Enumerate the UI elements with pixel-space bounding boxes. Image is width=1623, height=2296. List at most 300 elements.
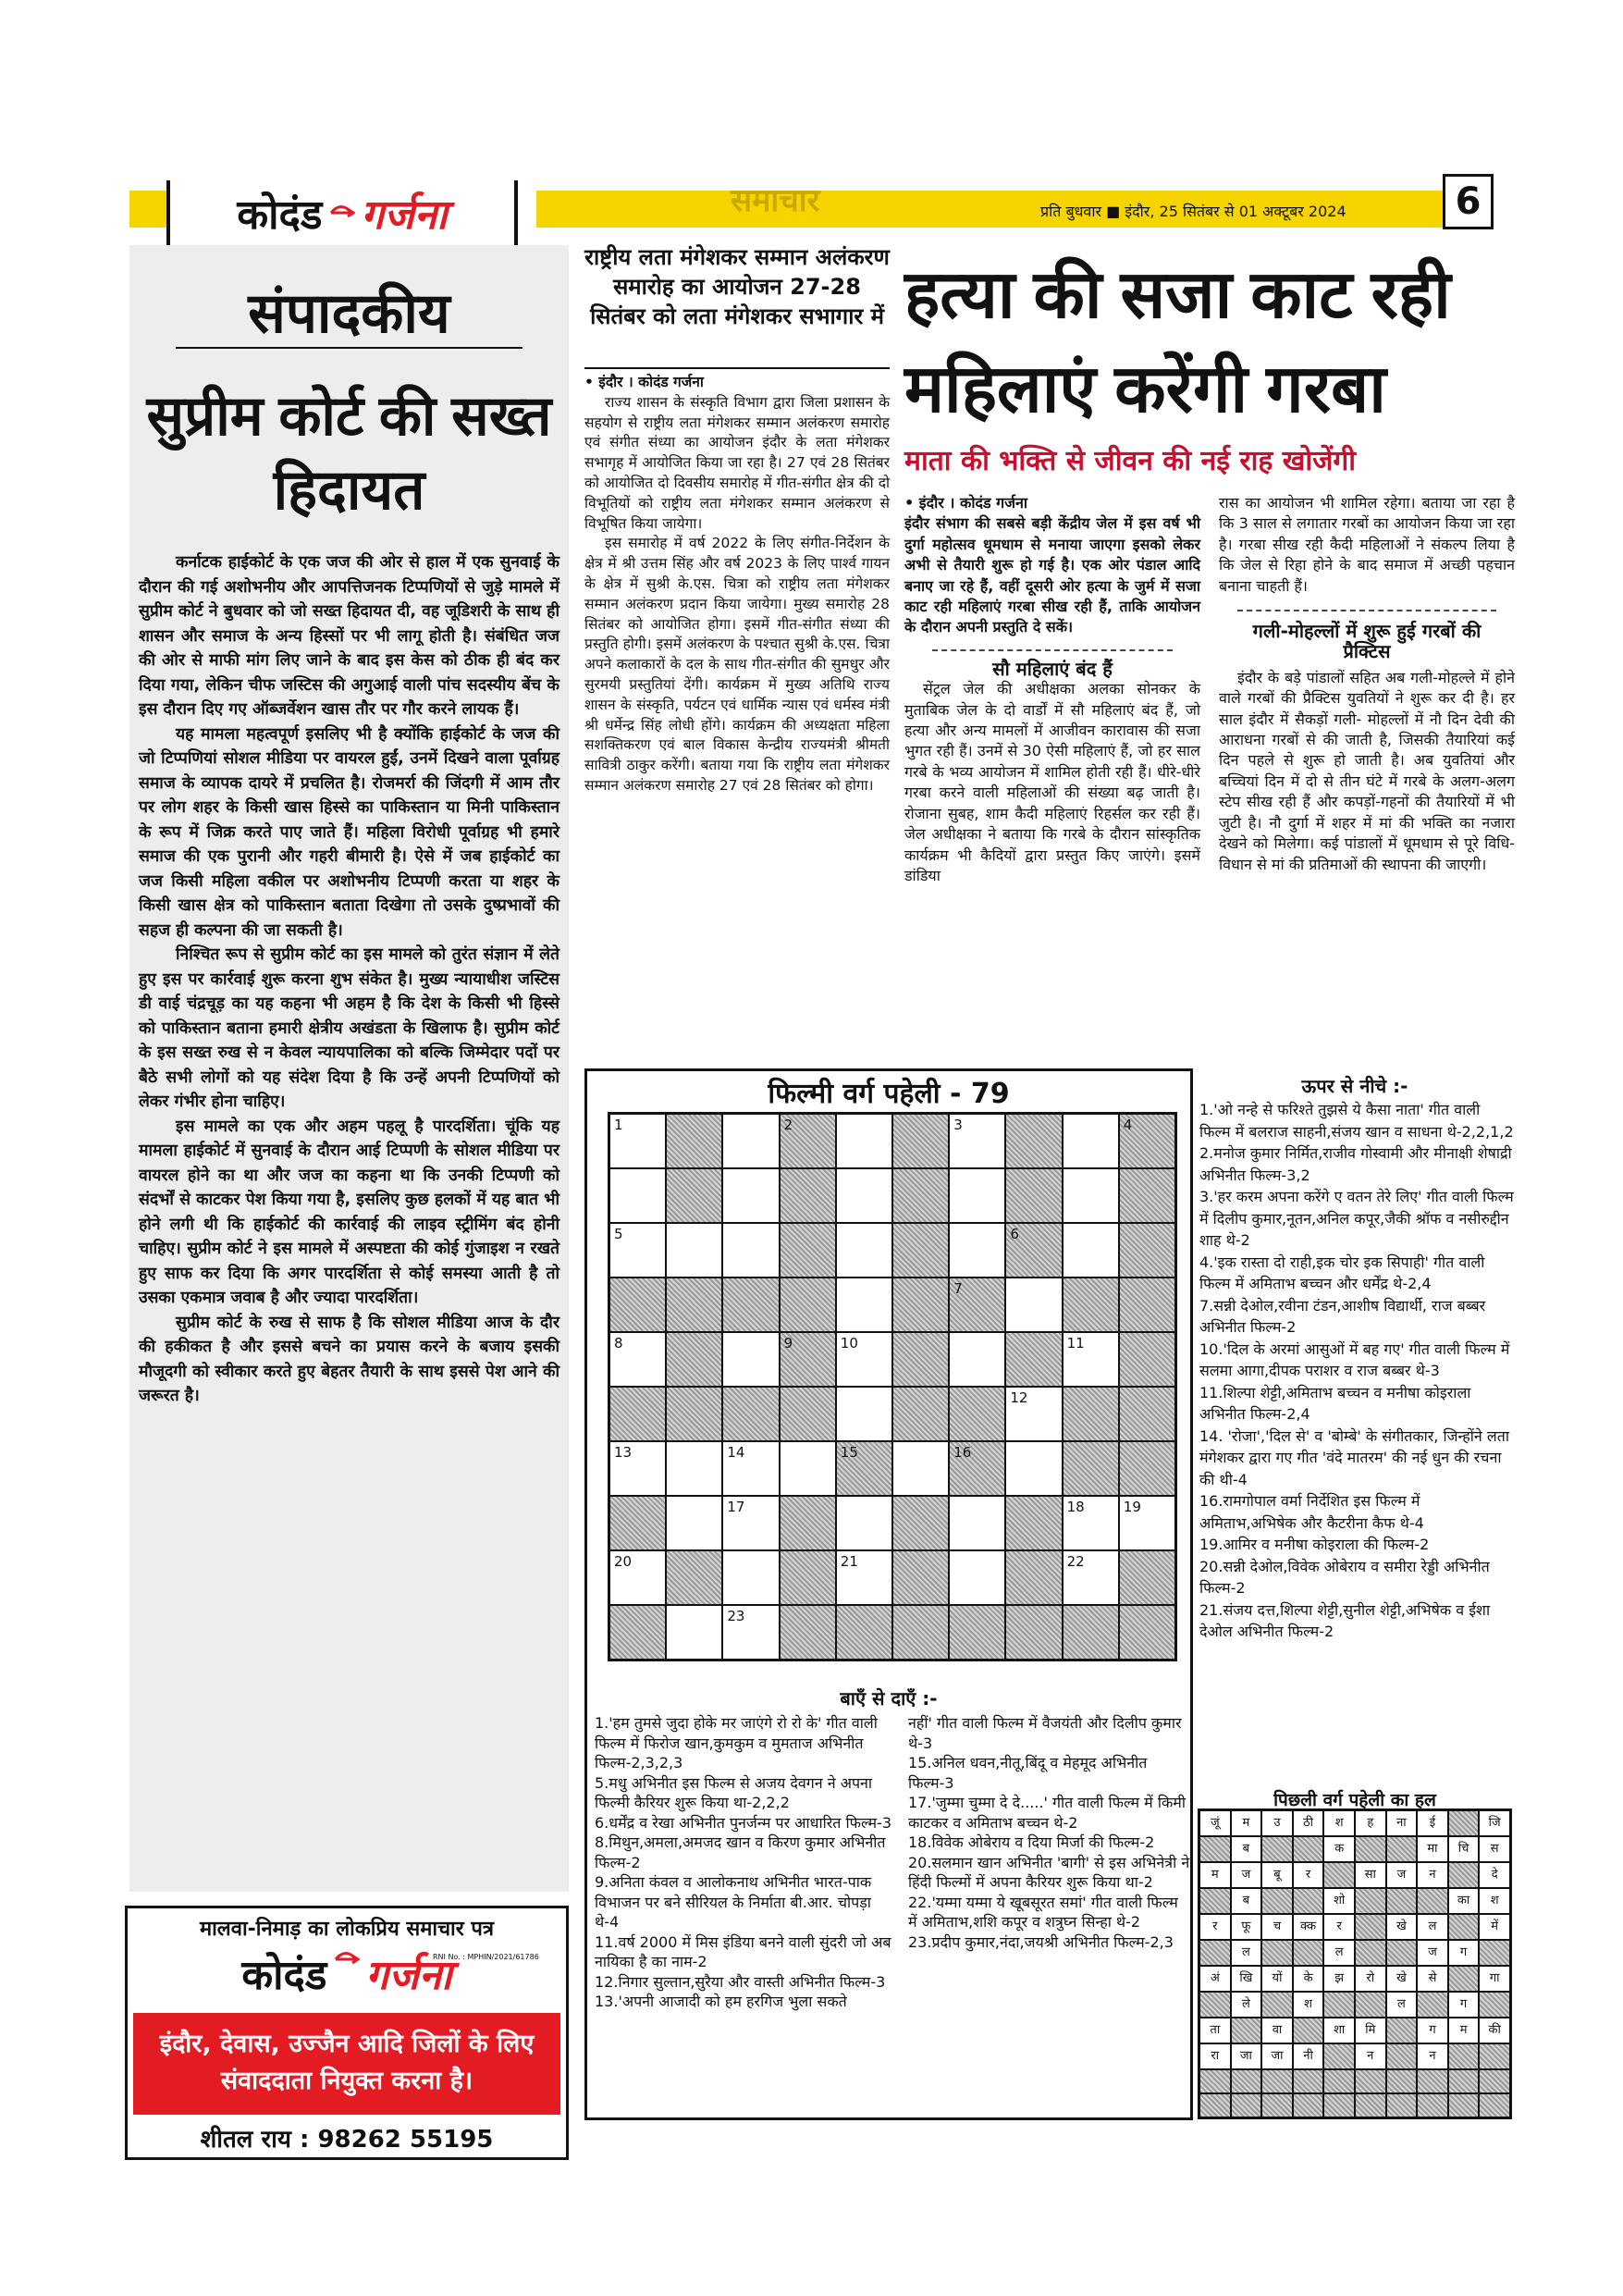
- crossword-block: [1119, 1387, 1175, 1441]
- clue-item: 13.'अपनी आजादी को हम हरगिज भुला सकते: [595, 1993, 847, 2010]
- crossword-cell: [1063, 1168, 1119, 1223]
- solution-cell: ज: [1386, 1862, 1418, 1888]
- solution-cell: न: [1417, 2043, 1448, 2069]
- solution-block: [1448, 1810, 1480, 1836]
- editorial-label: संपादकीय: [248, 281, 450, 346]
- solution-cell: चि: [1448, 1836, 1480, 1862]
- across-title: बाएँ से दाएँ :-: [840, 1687, 938, 1710]
- crossword-cell: 17: [722, 1496, 779, 1550]
- solution-cell: ग: [1448, 1992, 1480, 2018]
- crossword-cell: [1063, 1223, 1119, 1278]
- solution-block: [1231, 2018, 1262, 2043]
- crossword-cell: 12: [1005, 1387, 1062, 1441]
- clue-item: 3.'हर करम अपना करेंगे ए वतन तेरे लिए' गीत वाली फिल्म में दिलीप कुमार,नूतन,अनिल कपूर,जैकी श्रॉफ व नसीरुद्दीन शाह थे-2: [1199, 1188, 1514, 1249]
- ad-rni: RNI No. : MPHIN/2021/61786: [433, 1953, 539, 1961]
- clue-item: 17.'जुम्मा चुम्मा दे दे.....' गीत वाली फिल्म में किमी काटकर व अमिताभ बच्चन थे-2: [908, 1794, 1186, 1832]
- lata-story-body: [584, 373, 890, 796]
- editorial-paragraph: सुप्रीम कोर्ट के रुख से साफ है कि सोशल मीडिया आज के दौर की हकीकत है और इससे बचने का प्रयास करने के बजाय इसकी मौजूदगी को स्वीकार करते हुए बेहतर तैयारी के साथ इससे पेश आने की जरूरत है।: [139, 1313, 559, 1405]
- solution-block: [1293, 1940, 1324, 1966]
- solution-block: [1386, 2043, 1418, 2069]
- crossword-cell: 3: [949, 1114, 1005, 1168]
- crossword-block: [1005, 1332, 1062, 1387]
- solution-cell: शो: [1323, 1888, 1355, 1914]
- clue-item: 2.मनोज कुमार निर्मित,राजीव गोस्वामी और मीनाक्षी शेषाद्री अभिनीत फिल्म-3,2: [1199, 1144, 1512, 1184]
- crossword-block: [609, 1605, 666, 1660]
- crossword-number: - 79: [950, 1078, 1010, 1110]
- crossword-block: [1119, 1278, 1175, 1332]
- editorial-paragraph: कर्नाटक हाईकोर्ट के एक जज की ओर से हाल में एक सुनवाई के दौरान की गई अशोभनीय और आपत्तिजनक टिप्पणियों से जुड़े मामले में सुप्रीम कोर्ट ने बुधवार को जो सख्त हिदायत दी, वह जूडिशरी के साथ ही शासन और समाज के अन्य हिस्सों पर भी लागू होती है। संबंधित जज की ओर से माफी मांग लिए जाने के बाद इस केस को ठीक ही बंद कर दिया गया, लेकिन चीफ जस्टिस की अगुआई वाली पांच सदस्यीय बेंच के इस दौरान दिए गए ऑब्जर्वेशन खास तौर पर गौर करने लायक हैं।: [139, 553, 559, 719]
- crossword-cell: [1063, 1114, 1119, 1168]
- logo-text-part1: कोदंड: [237, 191, 323, 239]
- crossword-block: [666, 1550, 722, 1605]
- solution-block: [1417, 1992, 1448, 2018]
- solution-block: [1199, 1888, 1231, 1914]
- solution-block: [1479, 1940, 1510, 1966]
- solution-cell: च: [1261, 1914, 1293, 1940]
- crossword-block: [1005, 1114, 1062, 1168]
- editorial-paragraph: निश्चित रूप से सुप्रीम कोर्ट का इस मामले को तुरंत संज्ञान में लेते हुए इस पर कार्रवाई शुरू करना शुभ संकेत है। मुख्य न्यायाधीश जस्टिस डी वाई चंद्रचूड़ का यह कहना भी अहम है कि देश के किसी भी हिस्से को पाकिस्तान बताना हमारी क्षेत्रीय अखंडता के खिलाफ है। सुप्रीम कोर्ट के इस सख्त रुख से न केवल न्यायपालिका को बल्कि जिम्मेदार पदों पर बैठे सभी लोगों को यह संदेश दिया है कि उन्हें अपनी टिप्पणियों को लेकर गंभीर होना चाहिए।: [139, 945, 560, 1111]
- solution-block: [1386, 1836, 1418, 1862]
- ad-logo-part2: गर्जना: [365, 1952, 452, 1999]
- crossword-block: [836, 1605, 892, 1660]
- solution-cell: श: [1293, 1992, 1324, 2018]
- bow-icon: [327, 199, 355, 227]
- solution-block: [1479, 2069, 1510, 2093]
- solution-cell: ले: [1231, 1992, 1262, 2018]
- lata-story-rule: [584, 367, 890, 369]
- solution-block: [1293, 2018, 1324, 2043]
- issue-dateline: प्रति बुधवार ■ इंदौर, 25 सितंबर से 01 अक्टूबर 2024: [1040, 203, 1346, 220]
- solution-cell: म: [1448, 2018, 1480, 2043]
- solution-cell: र: [1323, 1914, 1355, 1940]
- solution-cell: खे: [1386, 1914, 1418, 1940]
- crossword-cell: [836, 1168, 892, 1223]
- solution-cell: दे: [1479, 1862, 1510, 1888]
- lata-story-dateline: • इंदौर । कोदंड गर्जना: [584, 374, 704, 390]
- solution-cell: का: [1448, 1888, 1480, 1914]
- solution-block: [1479, 1992, 1510, 2018]
- crossword-block: [609, 1278, 666, 1332]
- crossword-block: [892, 1332, 949, 1387]
- crossword-title-text: फिल्मी वर्ग पहेली: [768, 1078, 941, 1110]
- clue-item: 11.शिल्पा शेट्टी,अमिताभ बच्चन व मनीषा कोइराला अभिनीत फिल्म-2,4: [1199, 1383, 1471, 1423]
- crossword-cell: 5: [609, 1223, 666, 1278]
- crossword-block: [892, 1168, 949, 1223]
- crossword-block: [780, 1168, 836, 1223]
- clue-item: 20.सलमान खान अभिनीत 'बागी' से इस अभिनेत्री ने हिंदी फिल्मों में अपना कैरियर शुरू किया था-2: [908, 1853, 1190, 1891]
- solution-cell: ल: [1231, 1940, 1262, 1966]
- crossword-block: [666, 1278, 722, 1332]
- ad-logo-part1: कोदंड: [241, 1952, 327, 1999]
- crossword-block: [666, 1114, 722, 1168]
- crossword-grid: [608, 1112, 1177, 1661]
- crossword-block: [892, 1496, 949, 1550]
- crossword-block: [780, 1223, 836, 1278]
- crossword-block: [1005, 1550, 1062, 1605]
- solution-cell: फू: [1231, 1914, 1262, 1940]
- solution-cell: झ: [1323, 1966, 1355, 1992]
- solution-cell: मा: [1417, 1836, 1448, 1862]
- crossword-cell: 13: [609, 1441, 666, 1496]
- crossword-cell: 10: [836, 1332, 892, 1387]
- crossword-cell: 19: [1119, 1496, 1175, 1550]
- clue-item: 20.सन्नी देओल,विवेक ओबेराय व समीरा रेड्डी अभिनीत फिल्म-2: [1199, 1557, 1490, 1597]
- crossword-cell: [949, 1168, 1005, 1223]
- solution-cell: श: [1323, 1810, 1355, 1836]
- solution-block: [1355, 1836, 1386, 1862]
- solution-block: [1479, 2093, 1510, 2117]
- solution-block: [1199, 1836, 1231, 1862]
- crossword-block: [1119, 1223, 1175, 1278]
- crossword-cell: [836, 1387, 892, 1441]
- main-story-paragraph: सेंट्रल जेल की अधीक्षका अलका सोनकर के मुताबिक जेल के दो वार्डों में सौ महिलाएं बंद हैं, जो हत्या और अन्य मामलों में आजीवन कारावास की सजा भुगत रही हैं। उनमें से 30 ऐसी महिलाएं हैं, जो हर साल गरबे के भव्य आयोजन में शामिल होती रही हैं। धीरे-धीरे गरबा करने वाली महिलाओं की संख्या बढ़ जाती है। रोजाना सुबह, शाम कैदी महिलाएं रिहर्सल कर रही हैं। जेल अधीक्षका ने बताया कि गरबे के दौरान सांस्कृतिक कार्यक्रम भी कैदियों द्वारा प्रस्तुत किए जाएंगे। इसमें डांडिया: [904, 680, 1200, 884]
- solution-cell: र: [1293, 1862, 1324, 1888]
- crossword-block: 7: [949, 1278, 1005, 1332]
- crossword-cell: 8: [609, 1332, 666, 1387]
- solution-block: [1293, 2069, 1324, 2093]
- solution-cell: नी: [1293, 2043, 1324, 2069]
- solution-block: [1323, 1992, 1355, 2018]
- lata-story-paragraph: राज्य शासन के संस्कृति विभाग द्वारा जिला प्रशासन के सहयोग से राष्ट्रीय लता मंगेशकर सम्मान अलंकरण समारोह एवं संगीत संध्या का आयोजन इंदौर के लता मंगेशकर सभागृह में आयोजित किया जा रहा है। 27 एवं 28 सितंबर को आयोजित दो दिवसीय समारोह में गीत-संगीत क्षेत्र की दो विभूतियों को राष्ट्रीय लता मंगेशकर सम्मान अलंकरण से विभूषित किया जायेगा।: [584, 393, 890, 532]
- solution-cell: जा: [1231, 2043, 1262, 2069]
- solution-block: [1293, 1888, 1324, 1914]
- solution-block: [1293, 2093, 1324, 2117]
- solution-grid: [1198, 1808, 1512, 2119]
- crossword-cell: [892, 1441, 949, 1496]
- crossword-block: [666, 1387, 722, 1441]
- main-story-subhead: सौ महिलाएं बंद हैं: [992, 657, 1113, 680]
- solution-block: [1355, 1992, 1386, 2018]
- clue-item: 8.मिथुन,अमला,अमजद खान व किरण कुमार अभिनीत फिल्म-2: [595, 1833, 886, 1871]
- crossword-cell: 14: [722, 1441, 779, 1496]
- solution-block: [1448, 1966, 1480, 1992]
- solution-cell: ठी: [1293, 1810, 1324, 1836]
- solution-block: [1261, 2093, 1293, 2117]
- clue-item: 22.'यम्मा यम्मा ये खूबसूरत समां' गीत वाली फिल्म में अमिताभ,शशि कपूर व शत्रुघ्न सिन्हा थे-2: [908, 1893, 1178, 1931]
- solution-block: [1323, 2043, 1355, 2069]
- crossword-block: [780, 1550, 836, 1605]
- solution-cell: जि: [1479, 1810, 1510, 1836]
- solution-cell: खि: [1231, 1966, 1262, 1992]
- solution-cell: ता: [1199, 2018, 1231, 2043]
- solution-cell: खे: [1386, 1966, 1418, 1992]
- solution-block: [1386, 2018, 1418, 2043]
- crossword-cell: [836, 1223, 892, 1278]
- solution-cell: मि: [1355, 2018, 1386, 2043]
- solution-block: [1448, 1862, 1480, 1888]
- crossword-cell: [836, 1114, 892, 1168]
- solution-block: [1355, 2093, 1386, 2117]
- crossword-block: [949, 1605, 1005, 1660]
- crossword-cell: [836, 1496, 892, 1550]
- solution-cell: उ: [1261, 1810, 1293, 1836]
- clue-item: 5.मधु अभिनीत इस फिल्म से अजय देवगन ने अपना फिल्मी कैरियर शुरू किया था-2,2,2: [595, 1773, 873, 1811]
- logo-text-part2: गर्जना: [361, 191, 448, 239]
- ad-tagline: मालवा-निमाड़ का लोकप्रिय समाचार पत्र: [199, 1918, 495, 1941]
- solution-cell: के: [1293, 1966, 1324, 1992]
- crossword-cell: [949, 1496, 1005, 1550]
- solution-cell: न: [1355, 2043, 1386, 2069]
- crossword-title: [584, 1073, 1193, 1111]
- crossword-cell: [722, 1168, 779, 1223]
- clue-item: 18.विवेक ओबेराय व दिया मिर्जा की फिल्म-2: [908, 1833, 1155, 1851]
- crossword-cell: [666, 1441, 722, 1496]
- solution-block: [1199, 1992, 1231, 2018]
- solution-cell: ग: [1448, 1940, 1480, 1966]
- clue-item: 1.'हम तुमसे जुदा होके मर जाएंगे रो रो के' गीत वाली फिल्म में फिरोज खान,कुमकुम व मुमताज अभिनीत फिल्म-2,3,2,3: [595, 1714, 878, 1771]
- down-clues: [1199, 1099, 1514, 1643]
- solution-cell: ई: [1417, 1810, 1448, 1836]
- main-headline: हत्या की सजा काट रही महिलाएं करेंगी गरबा: [904, 258, 1451, 426]
- solution-cell: न: [1417, 1862, 1448, 1888]
- crossword-block: 6: [1005, 1223, 1062, 1278]
- solution-block: [1386, 2069, 1418, 2093]
- crossword-cell: [722, 1114, 779, 1168]
- crossword-cell: [780, 1441, 836, 1496]
- crossword-cell: [666, 1223, 722, 1278]
- main-story-col2: [1219, 493, 1515, 875]
- clue-item: 7.सन्नी देओल,रवीना टंडन,आशीष विद्यार्थी, राज बब्बर अभिनीत फिल्म-2: [1199, 1296, 1486, 1336]
- solution-cell: ज: [1231, 1862, 1262, 1888]
- crossword-block: 9: [780, 1332, 836, 1387]
- main-story-paragraph: रास का आयोजन भी शामिल रहेगा। बताया जा रहा है कि 3 साल से लगातार गरबों का आयोजन किया जा रहा है। गरबा सीख रही कैदी महिलाओं ने संकल्प लिया है कि जेल से रिहा होने के बाद समाज में अच्छी पहचान बनाना चाहती हैं।: [1219, 494, 1515, 595]
- crossword-cell: [722, 1332, 779, 1387]
- solution-cell: की: [1479, 2018, 1510, 2043]
- solution-block: [1261, 1992, 1293, 2018]
- crossword-block: [892, 1278, 949, 1332]
- ad-message: इंदौर, देवास, उज्जैन आदि जिलों के लिए संवाददाता नियुक्त करना है।: [133, 2013, 560, 2115]
- crossword-block: [780, 1278, 836, 1332]
- crossword-block: 16: [949, 1441, 1005, 1496]
- clue-item: 16.रामगोपाल वर्मा निर्देशित इस फिल्म में अमिताभ,अभिषेक और कैटरीना कैफ थे-4: [1199, 1492, 1424, 1532]
- solution-block: [1355, 1940, 1386, 1966]
- solution-block: [1199, 2069, 1231, 2093]
- solution-cell: गा: [1479, 1966, 1510, 1992]
- solution-block: [1323, 2069, 1355, 2093]
- solution-cell: ना: [1386, 1810, 1418, 1836]
- lata-story-headline: राष्ट्रीय लता मंगेशकर सम्मान अलंकरण समारोह का आयोजन 27-28 सितंबर को लता मंगेशकर सभागार में: [584, 244, 890, 329]
- solution-cell: क्क: [1293, 1914, 1324, 1940]
- solution-block: [1448, 2069, 1480, 2093]
- solution-block: [1199, 1940, 1231, 1966]
- section-label: समाचार: [731, 182, 820, 219]
- solution-block: [1417, 2093, 1448, 2117]
- editorial-paragraph: यह मामला महत्वपूर्ण इसलिए भी है क्योंकि हाईकोर्ट के जज की जो टिप्पणियां सोशल मीडिया पर वायरल हुईं, उनमें दिखने वाला पूर्वाग्रह समाज के व्यापक दायरे में प्रचलित है। रोजमर्रा की जिंदगी में आम तौर पर लोग शहर के किसी खास हिस्से का पाकिस्तान या मिनी पाकिस्तान के रूप में जिक्र करते पाए जाते हैं। महिला विरोधी पूर्वाग्रह भी हमारे समाज की एक पुरानी और गहरी बीमारी है। ऐसे में जब हाईकोर्ट का जज किसी महिला वकील पर अशोभनीय टिप्पणी करता या शहर के किसी खास क्षेत्र को पाकिस्तान बताता दिखेगा तो उसके दुष्प्रभावों की सहज ही कल्पना की जा सकती है।: [139, 724, 559, 940]
- solution-cell: में: [1479, 1914, 1510, 1940]
- clue-item: 19.आमिर व मनीषा कोइराला की फिल्म-2: [1199, 1536, 1430, 1553]
- crossword-block: [1119, 1168, 1175, 1223]
- crossword-block: [609, 1387, 666, 1441]
- editorial-title: सुप्रीम कोर्ट की सख्त हिदायत: [146, 385, 552, 521]
- solution-block: [1448, 1914, 1480, 1940]
- main-story-subhead: गली-मोहल्लों में शुरू हुई गरबों की प्रैक्टिस: [1252, 620, 1482, 663]
- crossword-block: [1005, 1605, 1062, 1660]
- crossword-block: [892, 1114, 949, 1168]
- crossword-cell: 11: [1063, 1332, 1119, 1387]
- solution-block: [1417, 1888, 1448, 1914]
- crossword-block: [1063, 1441, 1119, 1496]
- solution-cell: म: [1199, 1862, 1231, 1888]
- solution-cell: जूं: [1199, 1810, 1231, 1836]
- solution-cell: श: [1479, 1888, 1510, 1914]
- clue-item: 21.संजय दत्त,शिल्पा शेट्टी,सुनील शेट्टी,अभिषेक व ईशा देओल अभिनीत फिल्म-2: [1199, 1600, 1491, 1640]
- solution-block: [1323, 2093, 1355, 2117]
- solution-block: [1261, 1940, 1293, 1966]
- solution-block: [1386, 1888, 1418, 1914]
- crossword-block: [1005, 1496, 1062, 1550]
- solution-cell: ल: [1323, 1940, 1355, 1966]
- solution-block: [1355, 1914, 1386, 1940]
- solution-block: [1231, 2093, 1262, 2117]
- masthead-logo: [166, 180, 518, 245]
- clue-item: 23.प्रदीप कुमार,नंदा,जयश्री अभिनीत फिल्म-2,3: [908, 1932, 1174, 1951]
- clue-item: 4.'इक रास्ता दो राही,इक चोर इक सिपाही' गीत वाली फिल्म में अमिताभ बच्चन और धर्मेंद्र थे-2,4: [1199, 1253, 1485, 1292]
- clue-item: 6.धर्मेंद्र व रेखा अभिनीत पुनर्जन्म पर आधारित फिल्म-3: [595, 1813, 891, 1832]
- crossword-block: [1119, 1441, 1175, 1496]
- solution-cell: रा: [1199, 2043, 1231, 2069]
- main-story-dateline: • इंदौर । कोदंड गर्जना: [904, 494, 1028, 512]
- crossword-block: [1119, 1550, 1175, 1605]
- crossword-block: [780, 1605, 836, 1660]
- crossword-block: [722, 1278, 779, 1332]
- crossword-cell: [609, 1168, 666, 1223]
- divider: [1237, 610, 1496, 611]
- clue-item: नहीं' गीत वाली फिल्म में वैजयंती और दिलीप कुमार थे-3: [908, 1714, 1182, 1752]
- clue-item: 15.अनिल धवन,नीतू,बिंदू व मेहमूद अभिनीत फिल्म-3: [908, 1754, 1148, 1792]
- clue-item: 10.'दिल के अरमां आसुओं में बह गए' गीत वाली फिल्म में सलमा आगा,दीपक पराशर व राज बब्बर थे-3: [1199, 1339, 1510, 1379]
- solution-title: पिछली वर्ग पहेली का हल: [1273, 1790, 1436, 1810]
- solution-cell: ल: [1417, 1914, 1448, 1940]
- crossword-cell: [722, 1550, 779, 1605]
- clue-item: 14. 'रोजा','दिल से' व 'बोम्बे' के संगीतकार, जिन्होंने लता मंगेशकर द्वारा गए गीत 'वंदे मातरम' की नई धुन की रचना की थी-4: [1199, 1426, 1509, 1488]
- crossword-block: [1119, 1332, 1175, 1387]
- editorial-body: [139, 550, 559, 1409]
- crossword-block: [1119, 1605, 1175, 1660]
- solution-cell: ल: [1386, 1992, 1418, 2018]
- crossword-cell: [666, 1605, 722, 1660]
- crossword-cell: 23: [722, 1605, 779, 1660]
- solution-block: [1231, 2069, 1262, 2093]
- clue-item: 11.वर्ष 2000 में मिस इंडिया बनने वाली सुंदरी जो अब नायिका है का नाम-2: [595, 1932, 891, 1970]
- solution-block: [1323, 1862, 1355, 1888]
- solution-cell: क: [1323, 1836, 1355, 1862]
- solution-block: [1293, 1836, 1324, 1862]
- solution-block: [1386, 2093, 1418, 2117]
- crossword-block: [1063, 1278, 1119, 1332]
- crossword-block: [892, 1550, 949, 1605]
- crossword-cell: [722, 1223, 779, 1278]
- solution-block: [1355, 1888, 1386, 1914]
- solution-cell: ज: [1417, 1940, 1448, 1966]
- solution-cell: अं: [1199, 1966, 1231, 1992]
- solution-block: [1448, 2043, 1480, 2069]
- main-story-lead: इंदौर संभाग की सबसे बड़ी केंद्रीय जेल में इस वर्ष भी दुर्गा महोत्सव धूमधाम से मनाया जाएगा इसको लेकर अभी से तैयारी शुरू हो गई है। एक ओर पंडाल आदि बनाए जा रहे हैं, वहीं दूसरी ओर हत्या के जुर्म में सजा काट रही महिलाएं गरबा सीख रही हैं, ताकि आयोजन के दौरान अपनी प्रस्तुति दे सकें।: [904, 514, 1200, 636]
- clue-item: 12.निगार सुल्तान,सुरैया और वास्ती अभिनीत फिल्म-3: [595, 1972, 886, 1991]
- lata-story-paragraph: इस समारोह में वर्ष 2022 के लिए संगीत-निर्देशन के क्षेत्र में श्री उत्तम सिंह और वर्ष 2023 के लिए पार्श्व गायन के क्षेत्र में सुश्री के.एस. चित्रा को राष्ट्रीय लता मंगेशकर सम्मान अलंकरण प्रदान किया जायेगा। मुख्य समारोह 28 सितंबर को आयोजित होगा। इसमें गीत-संगीत संध्या की प्रस्तुति होगी। इसमें अलंकरण के पश्चात सुश्री के.एस. चित्रा अपने कलाकारों के दल के साथ गीत-संगीत की सुमधुर और सुरमयी प्रस्तुतियां देंगी। कार्यक्रम में मुख्य अतिथि राज्य शासन के संस्कृति, पर्यटन एवं धार्मिक न्यास एवं धर्मस्व मंत्री श्री धर्मेन्द्र सिंह लोधी होंगे। कार्यक्रम की अध्यक्षता महिला सशक्तिकरण एवं बाल विकास केन्द्रीय राज्यमंत्री श्रीमती सावित्री ठाकुर करेंगी। बताया गया कि राष्ट्रीय लता मंगेशकर सम्मान अलंकरण समारोह 27 एवं 28 सितंबर को होगा।: [584, 535, 890, 794]
- crossword-block: [780, 1496, 836, 1550]
- crossword-cell: [1005, 1441, 1062, 1496]
- main-story-paragraph: इंदौर के बड़े पांडालों सहित अब गली-मोहल्ले में होने वाले गरबों की प्रैक्टिस युवतियों ने शुरू कर दी है। हर साल इंदौर में सैकड़ों गली- मोहल्लों में नौ दिन देवी की आराधना गरबों से की जाती है, जिसकी तैयारियां कई दिन पहले से शुरू हो जाती है। अब युवतियां और बच्चियां दिन में दो से तीन घंटे में गरबे के अलग-अलग स्टेप सीख रही हैं और कपड़ों-गहनों की तैयारियों में भी जुटी है। नौ दुर्गा में शहर में मां की भक्ति का नजारा देखने को मिलेगा। कई पांडालों में धूमधाम से पूरे विधि-विधान से मां की प्रतिमाओं की स्थापना की जाएगी।: [1219, 668, 1515, 873]
- divider: [932, 649, 1173, 651]
- crossword-block: [1063, 1387, 1119, 1441]
- crossword-cell: 1: [609, 1114, 666, 1168]
- crossword-block: 15: [836, 1441, 892, 1496]
- crossword-cell: [949, 1332, 1005, 1387]
- solution-cell: से: [1417, 1966, 1448, 1992]
- solution-block: [1479, 2043, 1510, 2069]
- solution-cell: बू: [1261, 1862, 1293, 1888]
- main-story-col1: [904, 493, 1200, 886]
- solution-block: [1199, 2093, 1231, 2117]
- crossword-cell: [1005, 1278, 1062, 1332]
- crossword-block: [949, 1387, 1005, 1441]
- editorial-label-underline: [176, 347, 523, 349]
- solution-block: [1386, 1940, 1418, 1966]
- crossword-cell: 22: [1063, 1550, 1119, 1605]
- solution-block: [1448, 2093, 1480, 2117]
- down-title: ऊपर से नीचे :-: [1301, 1075, 1408, 1097]
- solution-block: [1261, 1836, 1293, 1862]
- main-subheadline: माता की भक्ति से जीवन की नई राह खोजेंगी: [904, 445, 1357, 477]
- crossword-block: [892, 1223, 949, 1278]
- solution-cell: यों: [1261, 1966, 1293, 1992]
- solution-cell: ब: [1231, 1836, 1262, 1862]
- clue-item: 9.अनिता कंवल व आलोकनाथ अभिनीत भारत-पाक विभाजन पर बने सीरियल के निर्माता बी.आर. चोपड़ा थे-4: [595, 1873, 872, 1931]
- crossword-cell: [949, 1550, 1005, 1605]
- across-clues-right: [908, 1713, 1190, 1952]
- recruitment-ad: [125, 1906, 569, 2160]
- crossword-block: [609, 1496, 666, 1550]
- solution-block: [1355, 2069, 1386, 2093]
- crossword-cell: [836, 1278, 892, 1332]
- crossword-block: [780, 1387, 836, 1441]
- crossword-block: [1063, 1605, 1119, 1660]
- solution-cell: शा: [1323, 2018, 1355, 2043]
- crossword-cell: 20: [609, 1550, 666, 1605]
- solution-block: [1261, 1888, 1293, 1914]
- clue-item: 1.'ओ नन्हे से फरिश्ते तुझसे ये कैसा नाता' गीत वाली फिल्म में बलराज साहनी,संजय खान व साधना थे-2,2,1,2: [1199, 1101, 1514, 1141]
- solution-block: [1261, 2069, 1293, 2093]
- crossword-cell: [666, 1496, 722, 1550]
- solution-cell: ग: [1417, 2018, 1448, 2043]
- crossword-cell: [949, 1223, 1005, 1278]
- solution-cell: स: [1479, 1836, 1510, 1862]
- crossword-block: [892, 1605, 949, 1660]
- crossword-cell: 18: [1063, 1496, 1119, 1550]
- bow-icon: [332, 1945, 360, 1973]
- page-number: 6: [1443, 174, 1494, 229]
- crossword-block: 4: [1119, 1114, 1175, 1168]
- crossword-block: [666, 1168, 722, 1223]
- editorial-paragraph: इस मामले का एक और अहम पहलू है पारदर्शिता। चूंकि यह मामला हाईकोर्ट में सुनवाई के दौरान आई टिप्पणी के सोशल मीडिया पर वायरल होने का था और जज का कहना था कि उनकी टिप्पणी को संदर्भों से काटकर पेश किया गया है, इसलिए कुछ हलकों में यह बात भी होने लगी थी कि हाईकोर्ट की कार्रवाई की लाइव स्ट्रीमिंग बंद होनी चाहिए। सुप्रीम कोर्ट ने इस मामले में अस्पष्टता की कोई गुंजाइश न रखते हुए साफ कर दिया कि अगर पारदर्शिता से कोई समस्या आती है तो उसका एकमात्र जवाब है और ज्यादा पारदर्शिता।: [139, 1117, 559, 1307]
- header-accent-left: [129, 191, 166, 228]
- solution-cell: सा: [1355, 1862, 1386, 1888]
- solution-cell: ब: [1231, 1888, 1262, 1914]
- ad-contact: शीतल राय : 98262 55195: [200, 2126, 494, 2154]
- crossword-block: 2: [780, 1114, 836, 1168]
- solution-block: [1417, 2069, 1448, 2093]
- crossword-block: [1005, 1168, 1062, 1223]
- solution-cell: र: [1199, 1914, 1231, 1940]
- solution-cell: रो: [1355, 1966, 1386, 1992]
- solution-cell: ह: [1355, 1810, 1386, 1836]
- solution-cell: म: [1231, 1810, 1262, 1836]
- solution-cell: वा: [1261, 2018, 1293, 2043]
- crossword-block: [666, 1332, 722, 1387]
- crossword-block: [892, 1387, 949, 1441]
- crossword-cell: 21: [836, 1550, 892, 1605]
- solution-cell: जा: [1261, 2043, 1293, 2069]
